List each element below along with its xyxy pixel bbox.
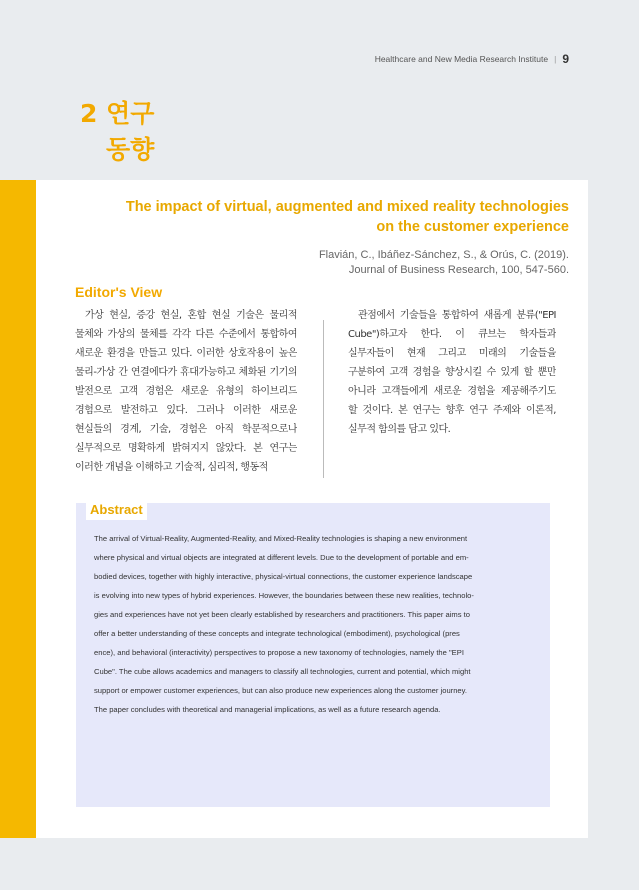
text-line: 아니라 고객들에게 새로운 경험을 제공해주기도 — [348, 386, 556, 397]
text-line: 실무적으로 명확하게 밝혀지지 않았다. 본 연구는 — [75, 443, 297, 454]
text-line: The arrival of Virtual-Reality, Augmented-Reality, and Mixed-Reality technologies is shaping a new environment — [94, 534, 468, 543]
page-number: 9 — [562, 52, 569, 66]
abstract-heading: Abstract — [86, 500, 147, 520]
editors-view-heading: Editor's View — [75, 284, 163, 300]
text-line: where physical and virtual objects are integrated at different levels. Due to the development of portable and em- — [94, 553, 469, 562]
header-separator: | — [554, 54, 557, 64]
text-line: 가상 현실, 증강 현실, 혼합 현실 기술은 물리적 — [85, 310, 297, 321]
article-title-line2: on the customer experience — [376, 219, 569, 235]
text-line: 할 것이다. 본 연구는 향후 연구 주제와 이론적, — [348, 405, 556, 416]
text-line: 물체와 가상의 물체를 각각 다른 수준에서 통합하여 — [75, 329, 297, 340]
text-line: bodied devices, together with highly interactive, physical-virtual connections, the customer experience landscape — [94, 572, 473, 581]
column-divider — [323, 320, 324, 478]
article-title-line1: The impact of virtual, augmented and mixed reality technologies — [125, 199, 569, 215]
journal-name: Healthcare and New Media Research Institute — [374, 54, 549, 64]
text-line: 실무자들이 현재 그리고 미래의 기술들을 — [348, 348, 556, 359]
text-line: 발전으로 고객 경험은 새로운 유형의 하이브리드 — [75, 386, 297, 397]
section-title-line2: 동향 — [106, 135, 155, 164]
editors-view-right-column — [348, 306, 556, 439]
section-title — [80, 96, 154, 168]
text-line: 관점에서 기술들을 통합하여 새롭게 분류("EPI — [358, 310, 556, 321]
text-line: 이러한 개념을 이해하고 기술적, 심리적, 행동적 — [75, 462, 268, 473]
text-line: 경험으로 발전하고 있다. 그러나 이러한 새로운 — [75, 405, 297, 416]
abstract-body — [94, 529, 530, 719]
citation-line1: Flavián, C., Ibáñez-Sánchez, S., & Orús, C. (2019). — [318, 249, 569, 261]
text-line: gies and experiences have not yet been clearly established by researchers and practitioners. This paper aims to — [94, 610, 470, 619]
text-line: The paper concludes with theoretical and managerial implications, as well as a future research agenda. — [94, 705, 441, 714]
article-citation — [319, 248, 569, 278]
text-line: Cube")하고자 한다. 이 큐브는 학자들과 — [348, 329, 556, 340]
running-header — [375, 52, 569, 66]
section-title-line1: 2 연구 — [80, 99, 155, 128]
text-line: ence), and behavioral (interactivity) perspectives to propose a new taxonomy of technologies, namely the "EPI — [94, 648, 464, 657]
text-line: offer a better understanding of these concepts and integrate technological (embodiment), psychological (pres — [94, 629, 460, 638]
text-line: 새로운 환경을 만들고 있다. 이러한 상호작용이 높은 — [75, 348, 297, 359]
text-line: 실무적 함의를 담고 있다. — [348, 424, 451, 435]
text-line: support or empower customer experiences, but can also produce new experiences along the customer journey. — [94, 686, 467, 695]
text-line: Cube". The cube allows academics and managers to classify all technologies, current and potential, which might — [94, 667, 471, 676]
citation-line2: Journal of Business Research, 100, 547-560. — [348, 264, 569, 276]
text-line: 현실들의 경계, 기술, 경험은 아직 학문적으로나 — [75, 424, 297, 435]
editors-view-left-column — [75, 306, 297, 477]
text-line: 물리-가상 간 연결에다가 휴대가능하고 체화된 기기의 — [75, 367, 297, 378]
article-title — [126, 197, 569, 237]
text-line: is evolving into new types of hybrid experiences. However, the boundaries between these new realities, technolo- — [94, 591, 474, 600]
text-line: 구분하여 고객 경험을 향상시킬 수 있게 할 뿐만 — [348, 367, 556, 378]
accent-bar — [0, 180, 36, 838]
